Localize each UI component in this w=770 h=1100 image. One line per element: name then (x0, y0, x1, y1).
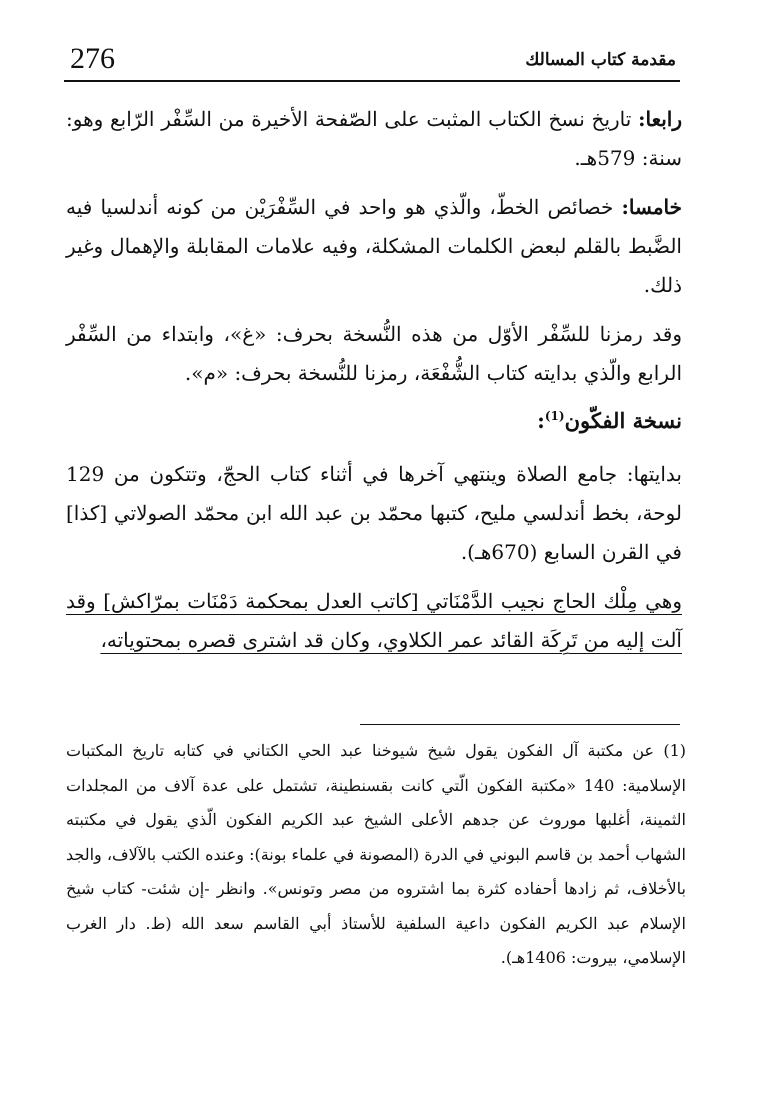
paragraph-lead: رابعا: (638, 107, 682, 131)
paragraph-text: بدايتها: جامع الصلاة وينتهي آخرها في أثناء كتاب الحجّ، وتتكون من 129 لوحة، بخط أندلسي مليح، كتبها محمّد بن عبد الله ابن محمّد الصولاتي [كذا] في القرن السابع (670هـ). (66, 462, 682, 564)
paragraph-text: خصائص الخطّ، والّذي هو واحد في السِّفْرَيْن من كونه أندلسيا فيه الضَّبط بالقلم لبعض الكلمات المشكلة، وفيه علامات المقابلة والإهمال وغير ذلك. (66, 195, 682, 297)
paragraph-text: تاريخ نسخ الكتاب المثبت على الصّفحة الأخيرة من السِّفْر الرّابع وهو: سنة: 579هـ. (66, 107, 682, 170)
footnotes (66, 734, 686, 984)
section-colon: : (537, 408, 545, 433)
running-head (64, 40, 680, 82)
paragraph-fifth (66, 188, 682, 305)
paragraph-manuscript-start (66, 455, 682, 572)
running-title: مقدمة كتاب المسالك (525, 50, 676, 70)
footnote-reference: (1) (544, 409, 565, 423)
paragraph-lead: خامسا: (621, 195, 682, 219)
footnote-item (66, 734, 686, 976)
body-text (66, 100, 682, 668)
footnote-marker: (1) (663, 741, 686, 760)
paragraph-manuscript-owner (66, 582, 682, 660)
section-title: نسخة الفكّون (564, 408, 682, 433)
paragraph-text: وهي مِلْك الحاج نجيب الدَّمْنَاتي [كاتب العدل بمحكمة دَمْنَات بمرّاكش] وقد آلت إليه من تَرِكَة القائد عمر الكلاوي، وكان قد اشترى قصره بمحتوياته، (66, 589, 682, 652)
paragraph-symbols (66, 315, 682, 393)
section-heading (66, 401, 682, 441)
footnote-divider (360, 724, 680, 725)
paragraph-text: وقد رمزنا للسِّفْر الأوّل من هذه النُّسخة بحرف: «غ»، وابتداء من السِّفْر الرابع والّذي بدايته كتاب الشُّفْعَة، رمزنا للنُّسخة بحرف: «م». (66, 322, 682, 385)
footnote-text: عن مكتبة آل الفكون يقول شيخ شيوخنا عبد الحي الكتاني في كتابه تاريخ المكتبات الإسلامية: 140 «مكتبة الفكون الّتي كانت بقسنطينة، تشتمل على عدة آلاف من المجلدات الثمينة، أغلبها موروث عن جدهم الأعلى الشيخ عبد الكريم الفكون الّذي يقول في مكتبته الشهاب أحمد بن قاسم البوني في الدرة (المصونة في علماء بونة): وعنده الكتب بالآلاف، والجد بالأخلاف، ثم زادها أحفاده كثرة بما اشتروه من مصر وتونس». وانظر -إن شئت- كتاب شيخ الإسلام عبد الكريم الفكون داعية السلفية للأستاذ أبي القاسم سعد الله (ط. دار الغرب الإسلامي، بيروت: 1406هـ). (66, 741, 687, 967)
page-number: 276 (70, 42, 115, 75)
paragraph-fourth (66, 100, 682, 178)
